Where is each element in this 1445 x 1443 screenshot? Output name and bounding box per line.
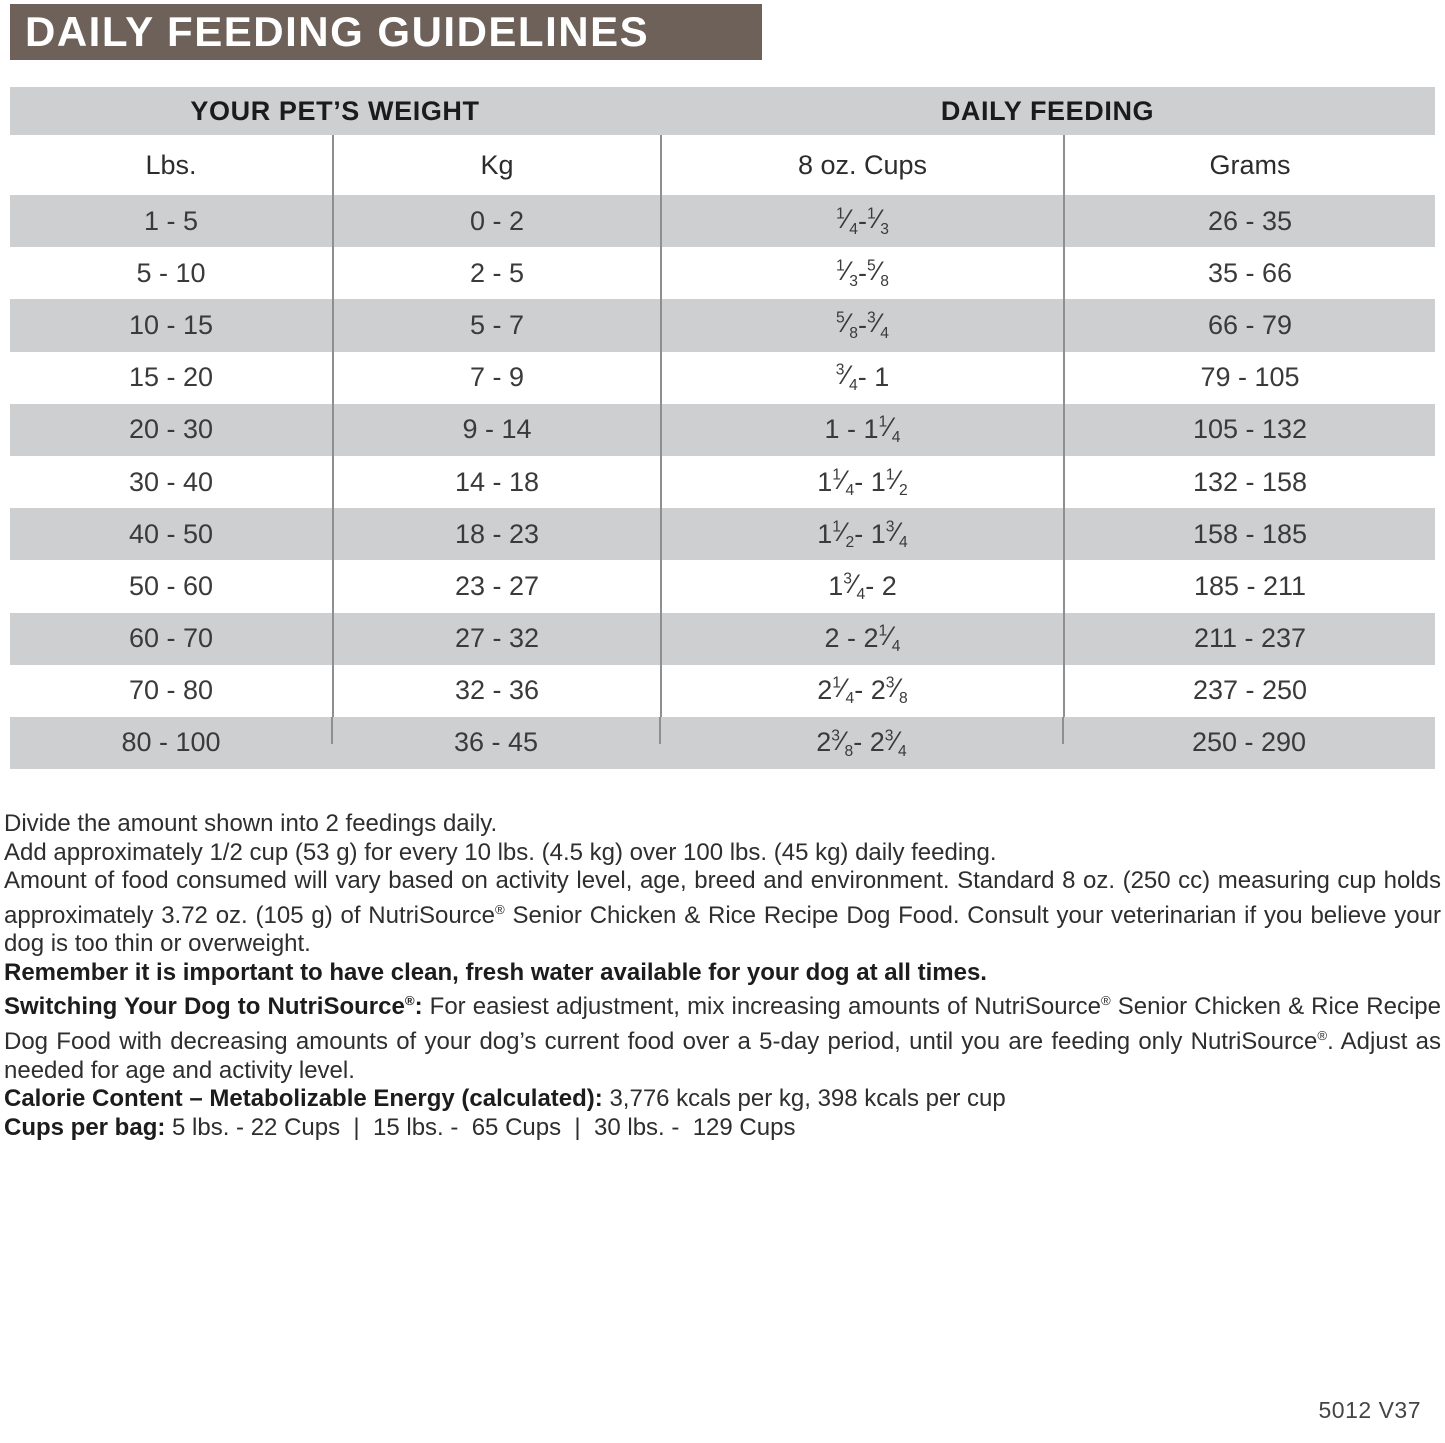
cell-lbs: 20 - 30 xyxy=(128,414,214,445)
table-group-header-band xyxy=(10,87,1435,135)
cell-grams: 185 - 211 xyxy=(1063,560,1435,612)
cell-kg: 36 - 45 xyxy=(332,717,660,769)
cell-grams: 132 - 158 xyxy=(1063,456,1435,508)
cell-kg: 32 - 36 xyxy=(332,665,660,717)
table-row xyxy=(10,665,1435,717)
table-row xyxy=(10,456,1435,508)
cell-cups: 1 $^1⁄_4$ - 1 $^1⁄_2$ xyxy=(660,456,1063,508)
cell-grams: 211 - 237 xyxy=(1063,613,1435,665)
table-column-headers xyxy=(10,135,1435,195)
cell-cups: $^5⁄_8$ - $^3⁄_4$ xyxy=(660,299,1063,351)
table-row xyxy=(10,195,1435,247)
page-title: DAILY FEEDING GUIDELINES xyxy=(25,8,650,55)
note-amount-varies: Amount of food consumed will vary based on activity level, age, breed and environment. Standard 8 oz. (250 cc) measuring cup holds approximately 3.72 oz. (105 g) of NutriSource® Senior Chicken & Rice Recipe Dog Food. Consult your veterinarian if you believe your dog is too thin or overweight. xyxy=(4,867,1441,958)
cell-cups: $^1⁄_3$ - $^5⁄_8$ xyxy=(660,247,1063,299)
cell-cups: 2 $^1⁄_4$ - 2 $^3⁄_8$ xyxy=(660,665,1063,717)
note-divide-feedings: Divide the amount shown into 2 feedings daily. xyxy=(4,810,498,837)
cell-lbs: 15 - 20 xyxy=(128,362,214,393)
table-row xyxy=(10,299,1435,351)
cell-cups: 2 $^3⁄_8$ - 2 $^3⁄_4$ xyxy=(660,717,1063,769)
cell-lbs: 80 - 100 xyxy=(121,727,221,758)
switching-lead: Switching Your Dog to NutriSource®: xyxy=(4,993,423,1021)
column-header-kg: Kg xyxy=(332,135,660,195)
cell-grams: 66 - 79 xyxy=(1063,299,1435,351)
table-row xyxy=(10,352,1435,404)
group-header-daily-feeding: DAILY FEEDING xyxy=(940,95,1155,126)
cell-kg: 5 - 7 xyxy=(332,299,660,351)
note-add-half-cup: Add approximately 1/2 cup (53 g) for every 10 lbs. (4.5 kg) over 100 lbs. (45 kg) daily feeding. xyxy=(4,838,997,866)
cell-lbs: 60 - 70 xyxy=(128,623,214,654)
cell-kg: 23 - 27 xyxy=(332,560,660,612)
switching-paragraph xyxy=(4,987,1441,1085)
cell-grams: 250 - 290 xyxy=(1063,717,1435,769)
cell-grams: 35 - 66 xyxy=(1063,247,1435,299)
cell-lbs: 30 - 40 xyxy=(128,466,214,497)
footer-notes xyxy=(4,810,1441,1142)
table-row xyxy=(10,404,1435,456)
cell-cups: 1 $^1⁄_2$ - 1 $^3⁄_4$ xyxy=(660,508,1063,560)
cups-per-bag-lead: Cups per bag: xyxy=(4,1113,166,1141)
calorie-lead: Calorie Content – Metabolizable Energy (calculated): xyxy=(4,1085,603,1113)
switching-text: For easiest adjustment, mix increasing amounts of NutriSource® Senior Chicken & Rice Recipe Dog Food with decreasing amounts of your dog’s current food over a 5-day period, until you are feeding only NutriSource®. Adjust as needed for age and activity level. xyxy=(4,993,1441,1084)
cell-kg: 18 - 23 xyxy=(332,508,660,560)
cell-lbs: 50 - 60 xyxy=(128,570,214,601)
cell-grams: 237 - 250 xyxy=(1063,665,1435,717)
cell-lbs: 5 - 10 xyxy=(136,257,206,288)
title-bar xyxy=(10,4,762,60)
cell-lbs: 1 - 5 xyxy=(143,205,199,236)
column-header-grams: Grams xyxy=(1063,135,1435,195)
cell-lbs: 40 - 50 xyxy=(128,518,214,549)
column-header-cups: 8 oz. Cups xyxy=(660,135,1063,195)
cell-cups: 1 - 1 $^1⁄_4$ xyxy=(660,404,1063,456)
cell-kg: 14 - 18 xyxy=(332,456,660,508)
calorie-content-line xyxy=(4,1085,1441,1114)
cups-per-bag-line xyxy=(4,1114,1441,1143)
cell-kg: 2 - 5 xyxy=(332,247,660,299)
cell-cups: $^1⁄_4$ - $^1⁄_3$ xyxy=(660,195,1063,247)
cell-lbs: 70 - 80 xyxy=(128,675,214,706)
table-row xyxy=(10,247,1435,299)
cell-cups: 1 $^3⁄_4$ - 2 xyxy=(660,560,1063,612)
cell-grams: 79 - 105 xyxy=(1063,352,1435,404)
cell-kg: 27 - 32 xyxy=(332,613,660,665)
cell-kg: 9 - 14 xyxy=(332,404,660,456)
table-row xyxy=(10,613,1435,665)
cups-per-bag-text: 5 lbs. - 22 Cups | 15 lbs. - 65 Cups | 30 lbs. - 129 Cups xyxy=(165,1113,796,1141)
table-row xyxy=(10,560,1435,612)
cell-lbs: 10 - 15 xyxy=(128,309,214,340)
cell-grams: 26 - 35 xyxy=(1063,195,1435,247)
table-row xyxy=(10,508,1435,560)
column-header-lbs: Lbs. xyxy=(145,149,197,180)
product-code: 5012 V37 xyxy=(1318,1397,1421,1423)
cell-grams: 105 - 132 xyxy=(1063,404,1435,456)
cell-kg: 7 - 9 xyxy=(332,352,660,404)
cell-cups: $^3⁄_4$ - 1 xyxy=(660,352,1063,404)
note-fresh-water: Remember it is important to have clean, fresh water available for your dog at all times. xyxy=(4,958,987,986)
calorie-text: 3,776 kcals per kg, 398 kcals per cup xyxy=(602,1085,1006,1113)
group-header-pet-weight: YOUR PET’S WEIGHT xyxy=(190,95,480,126)
feeding-guidelines-table xyxy=(10,87,1435,769)
table-row xyxy=(10,717,1435,769)
cell-kg: 0 - 2 xyxy=(332,195,660,247)
cell-cups: 2 - 2 $^1⁄_4$ xyxy=(660,613,1063,665)
cell-grams: 158 - 185 xyxy=(1063,508,1435,560)
